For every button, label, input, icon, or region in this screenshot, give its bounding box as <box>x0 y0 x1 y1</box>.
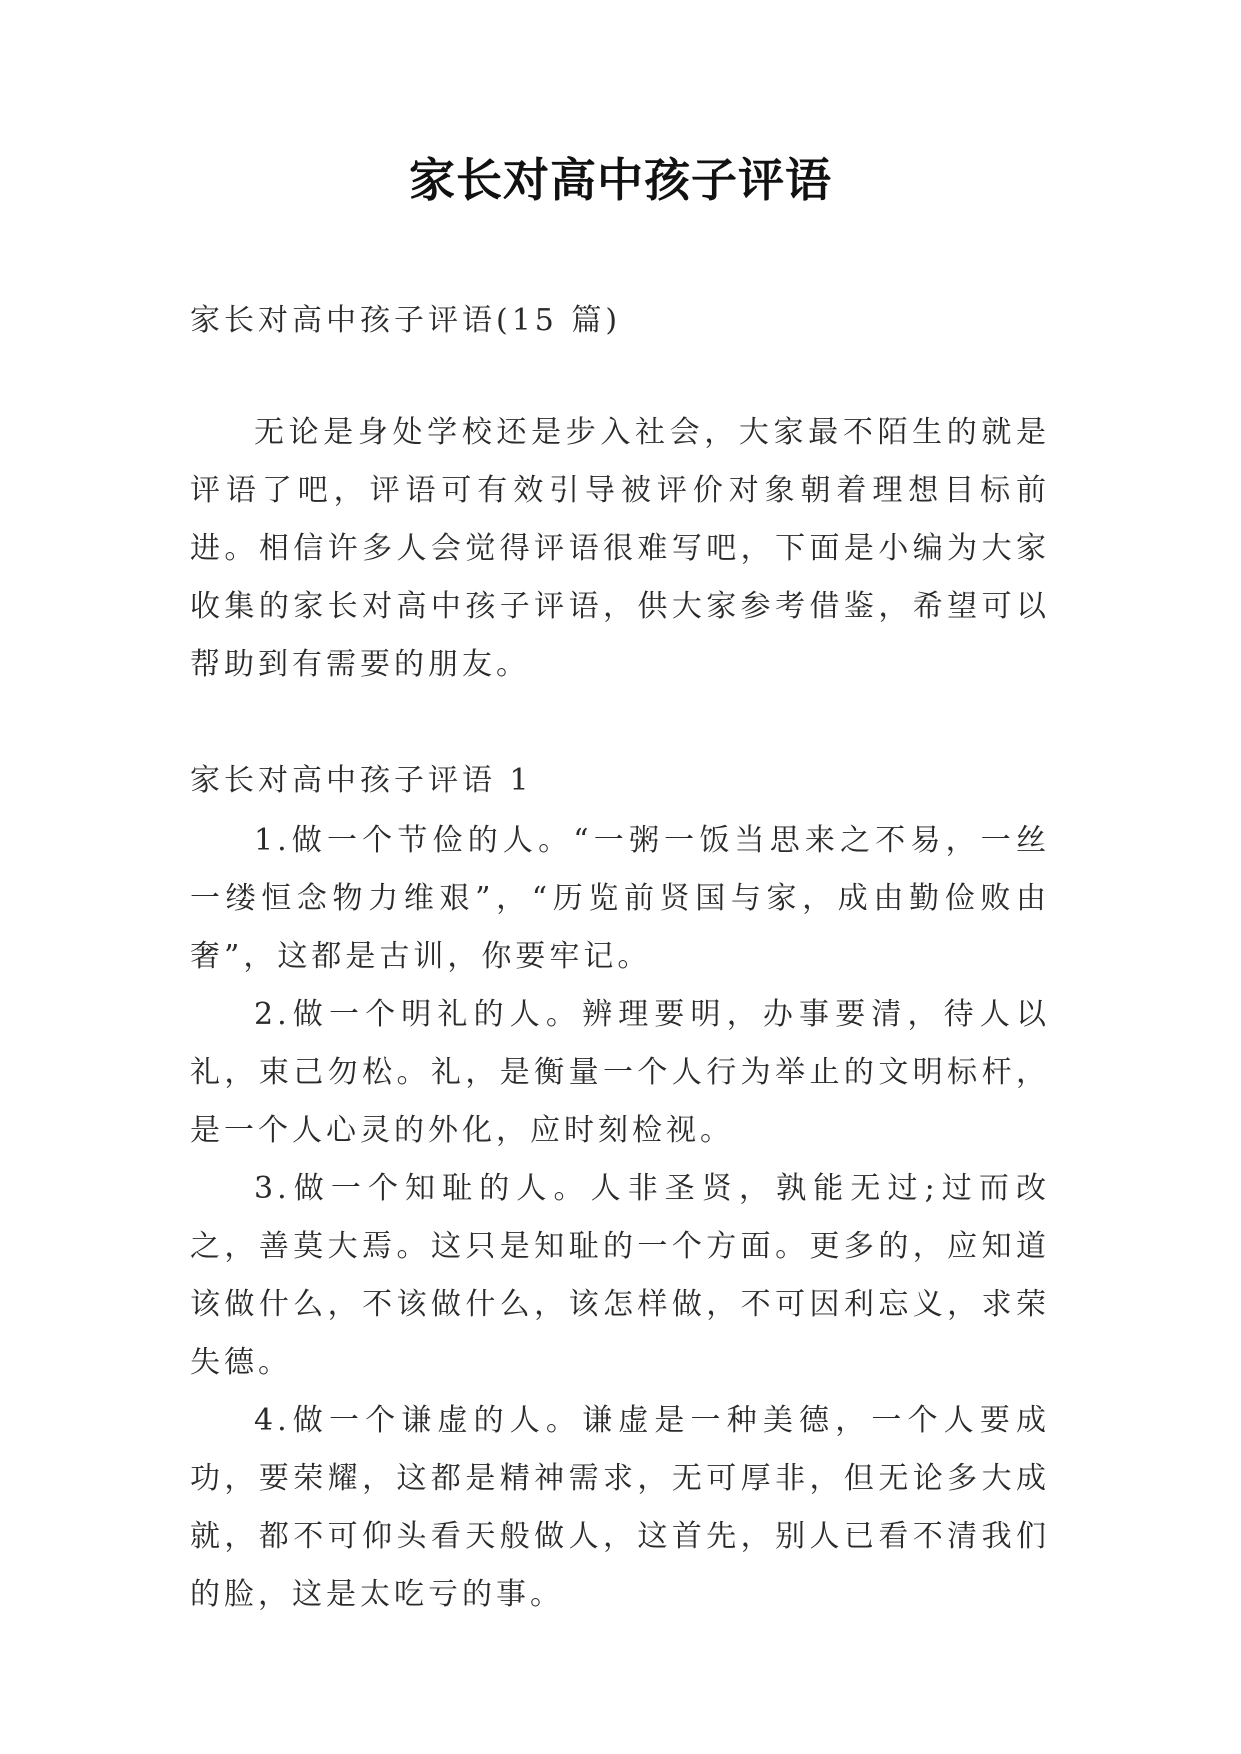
list-item: 3.做一个知耻的人。人非圣贤，孰能无过;过而改之，善莫大焉。这只是知耻的一个方面。更多的，应知道该做什么，不该做什么，该怎样做，不可因利忘义，求荣失德。 <box>190 1171 1050 1380</box>
list-item: 1.做一个节俭的人。“一粥一饭当思来之不易，一丝一缕恒念物力维艰”，“历览前贤国与家，成由勤俭败由奢”，这都是古训，你要牢记。 <box>190 823 1050 974</box>
section-body <box>190 812 1050 1624</box>
list-item: 4.做一个谦虚的人。谦虚是一种美德，一个人要成功，要荣耀，这都是精神需求，无可厚非，但无论多大成就，都不可仰头看天般做人，这首先，别人已看不清我们的脸，这是太吃亏的事。 <box>190 1403 1050 1612</box>
document-title: 家长对高中孩子评语 <box>409 153 832 207</box>
intro-section <box>190 404 1050 694</box>
list-item: 2.做一个明礼的人。辨理要明，办事要清，待人以礼，束己勿松。礼，是衡量一个人行为举止的文明标杆，是一个人心灵的外化，应时刻检视。 <box>190 997 1050 1148</box>
intro-paragraph: 无论是身处学校还是步入社会，大家最不陌生的就是评语了吧，评语可有效引导被评价对象朝着理想目标前进。相信许多人会觉得评语很难写吧，下面是小编为大家收集的家长对高中孩子评语，供大家参考借鉴，希望可以帮助到有需要的朋友。 <box>190 415 1050 682</box>
document-subtitle: 家长对高中孩子评语(15 篇) <box>190 303 622 338</box>
section-heading: 家长对高中孩子评语 1 <box>190 763 533 798</box>
